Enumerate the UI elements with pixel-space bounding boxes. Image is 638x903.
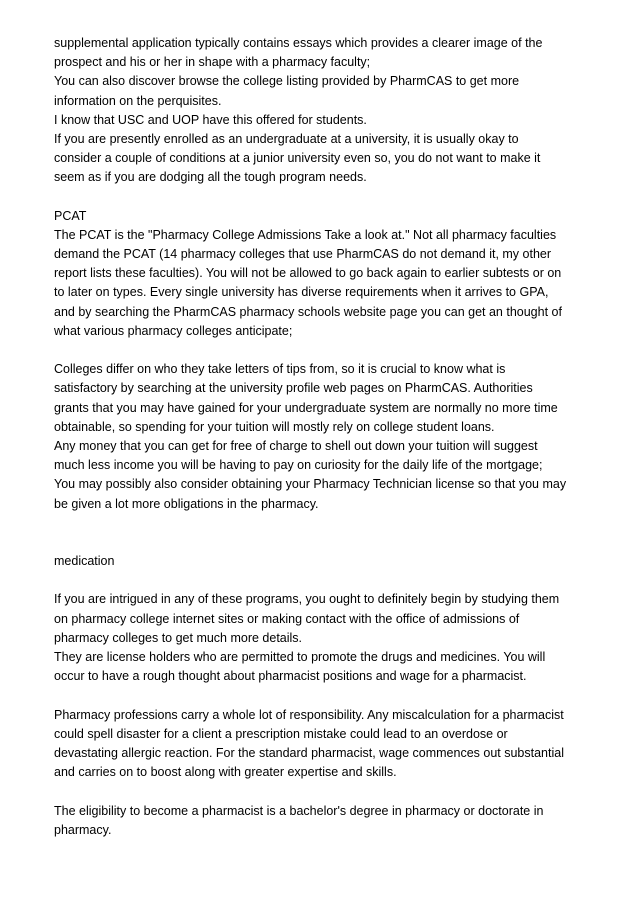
section-heading-medication: medication bbox=[54, 554, 115, 569]
text-line: Pharmacy professions carry a whole lot of responsibility. Any miscalculation for a pharmacist bbox=[54, 707, 564, 722]
text-line: prospect and his or her in shape with a pharmacy faculty; bbox=[54, 55, 371, 70]
paragraph-pcat bbox=[54, 207, 614, 341]
text-line: supplemental application typically contains essays which provides a clearer image of the bbox=[54, 36, 543, 50]
text-line: If you are presently enrolled as an undergraduate at a university, it is usually okay to bbox=[54, 131, 519, 146]
paragraph-spacer bbox=[54, 686, 614, 705]
paragraph-spacer bbox=[54, 514, 614, 552]
text-line: and by searching the PharmCAS pharmacy schools website page you can get an thought of bbox=[54, 304, 562, 319]
text-line: much less income you will be having to pay on curiosity for the daily life of the mortgage; bbox=[54, 458, 543, 473]
text-line: occur to have a rough thought about pharmacist positions and wage for a pharmacist. bbox=[54, 669, 527, 684]
text-line: The eligibility to become a pharmacist is a bachelor's degree in pharmacy or doctorate in bbox=[54, 803, 544, 818]
text-line: grants that you may have gained for your undergraduate system are normally no more time bbox=[54, 400, 558, 415]
text-line: If you are intrigued in any of these programs, you ought to definitely begin by studying them bbox=[54, 592, 560, 607]
document-page bbox=[54, 34, 614, 840]
text-line: and carries on to boost along with greater expertise and skills. bbox=[54, 765, 397, 780]
text-line: on pharmacy college internet sites or making contact with the office of admissions of bbox=[54, 611, 520, 626]
text-line: consider a couple of conditions at a junior university even so, you do not want to make it bbox=[54, 151, 541, 166]
text-line: satisfactory by searching at the university profile web pages on PharmCAS. Authorities bbox=[54, 381, 533, 396]
text-line: be given a lot more obligations in the pharmacy. bbox=[54, 496, 319, 511]
text-line: what various pharmacy colleges anticipate; bbox=[54, 323, 293, 338]
paragraph-intro bbox=[54, 34, 614, 188]
text-line: to later on types. Every single university has diverse requirements when it arrives to GPA, bbox=[54, 285, 549, 300]
section-heading-pcat: PCAT bbox=[54, 208, 87, 223]
text-line: seem as if you are dodging all the tough program needs. bbox=[54, 170, 367, 185]
text-line: report lists these faculties). You will not be allowed to go back again to earlier subtests or on bbox=[54, 266, 562, 281]
paragraph-colleges bbox=[54, 360, 614, 514]
text-line: could spell disaster for a client a prescription mistake could lead to an overdose or bbox=[54, 726, 508, 741]
paragraph-medication bbox=[54, 552, 614, 571]
text-line: I know that USC and UOP have this offered for students. bbox=[54, 112, 367, 127]
paragraph-spacer bbox=[54, 188, 614, 207]
text-line: obtainable, so spending for your tuition will mostly rely on college student loans. bbox=[54, 419, 495, 434]
text-line: pharmacy colleges to get much more details. bbox=[54, 630, 303, 645]
text-line: Colleges differ on who they take letters of tips from, so it is crucial to know what is bbox=[54, 362, 506, 377]
paragraph-eligibility bbox=[54, 802, 614, 840]
text-line: You may possibly also consider obtaining your Pharmacy Technician license so that you may bbox=[54, 477, 567, 492]
text-line: The PCAT is the "Pharmacy College Admissions Take a look at." Not all pharmacy faculties bbox=[54, 227, 557, 242]
text-line: They are license holders who are permitted to promote the drugs and medicines. You will bbox=[54, 650, 546, 665]
paragraph-programs bbox=[54, 590, 614, 686]
paragraph-spacer bbox=[54, 341, 614, 360]
text-line: devastating allergic reaction. For the standard pharmacist, wage commences out substantial bbox=[54, 745, 564, 760]
text-line: demand the PCAT (14 pharmacy colleges that use PharmCAS do not demand it, my other bbox=[54, 247, 552, 262]
text-line: pharmacy. bbox=[54, 822, 112, 837]
paragraph-professions bbox=[54, 706, 614, 783]
paragraph-spacer bbox=[54, 782, 614, 801]
paragraph-spacer bbox=[54, 571, 614, 590]
text-line: Any money that you can get for free of charge to shell out down your tuition will suggest bbox=[54, 438, 538, 453]
text-line: You can also discover browse the college listing provided by PharmCAS to get more bbox=[54, 74, 520, 89]
text-line: information on the perquisites. bbox=[54, 93, 222, 108]
